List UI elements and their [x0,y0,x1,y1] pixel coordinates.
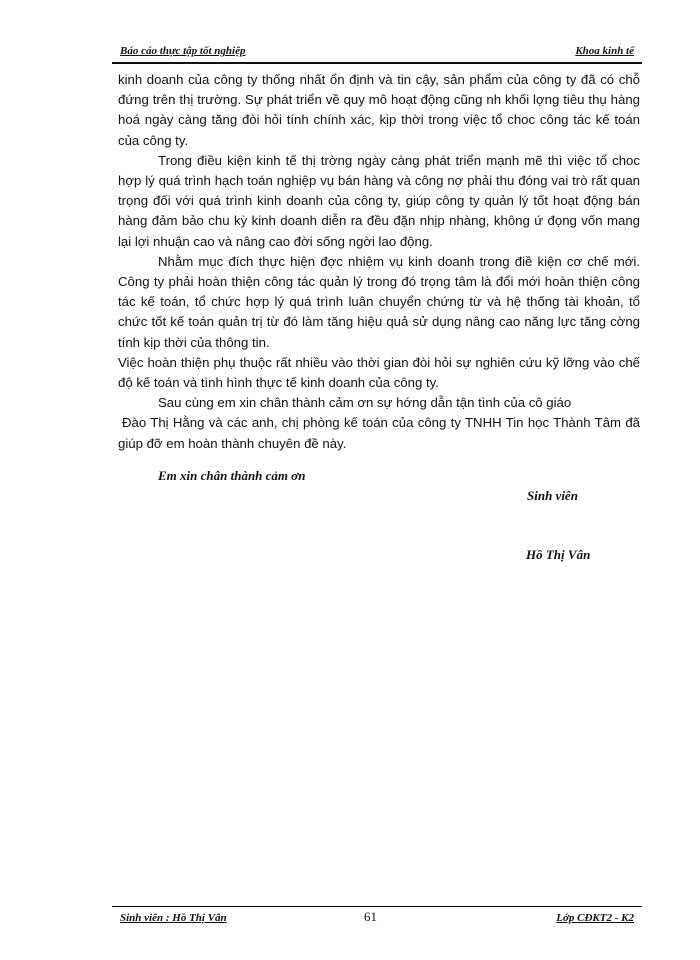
paragraph-1: kinh doanh của công ty thống nhất ổn định và tin cậy, sản phẩm của công ty đã có chỗ đứng trên thị trường. Sự phát triển về quy mô hoạt động cũng nh khối lợng tiêu thụ hàng hoá ngày càng tăng đòi hỏi tính chính xác, kịp thời trong việc tổ choc công tác kế toán của công ty. [118,72,640,148]
document-body [118,70,640,454]
paragraph-6: Đào Thị Hằng và các anh, chị phòng kế toán của công ty TNHH Tin học Thành Tâm đã giúp đỡ em hoàn thành chuyên đề này. [118,415,640,451]
closing-thanks: Em xin chân thành cảm ơn [158,468,306,483]
footer-student: Sinh viên : Hồ Thị Vân [120,912,227,924]
page-footer [112,906,642,929]
page-header [112,40,642,64]
paragraph-4: Việc hoàn thiện phụ thuộc rất nhiều vào thời gian đòi hỏi sự nghiên cứu kỹ lỡng vào chế độ kế toán và tình hình thực tế kinh doanh của công ty. [118,354,640,391]
paragraph-5: Sau cùng em xin chân thành cảm ơn sự hớng dẫn tận tình của cô giáo [158,395,572,411]
paragraph-3: Nhằm mục đích thực hiện đợc nhiệm vụ kinh doanh trong điề kiện cơ chế mới. Công ty phải hoàn thiện công tác quản lý trong đó trọng tâm là đổi mới hoàn thiện công tác kế toán, tổ chức hợp lý quá trình luân chuyển chứng từ và hệ thống tài khoản, tổ chức tốt kế toán quản trị từ đó làm tăng hiệu quả sử dụng nâng cao năng lực tăng cờng tính kịp thời của thông tin. [118,253,640,350]
header-faculty: Khoa kinh tế [575,45,634,57]
header-report-title: Báo cáo thực tập tốt nghiệp [120,45,246,57]
footer-class: Lớp CĐKT2 - K2 [556,912,634,924]
paragraph-2: Trong điều kiện kinh tế thị trờng ngày càng phát triển mạnh mẽ thì việc tổ choc hợp lý quá trình hạch toán nghiệp vụ bán hàng và công nợ phải thu đóng vai trò rất quan trọng đối với quá trình kinh doanh của công ty, giúp công ty quản lý tốt hoạt động bán hàng đảm bảo chu kỳ kinh doanh diễn ra đều đặn nhịp nhàng, không ứ đọng vốn mang lại lợi nhuận cao và nâng cao đời sống ngời lao động. [118,152,640,249]
page-number: 61 [364,909,377,924]
signature-name: Hồ Thị Vân [526,547,591,562]
signature-role: Sinh viên [527,488,578,503]
